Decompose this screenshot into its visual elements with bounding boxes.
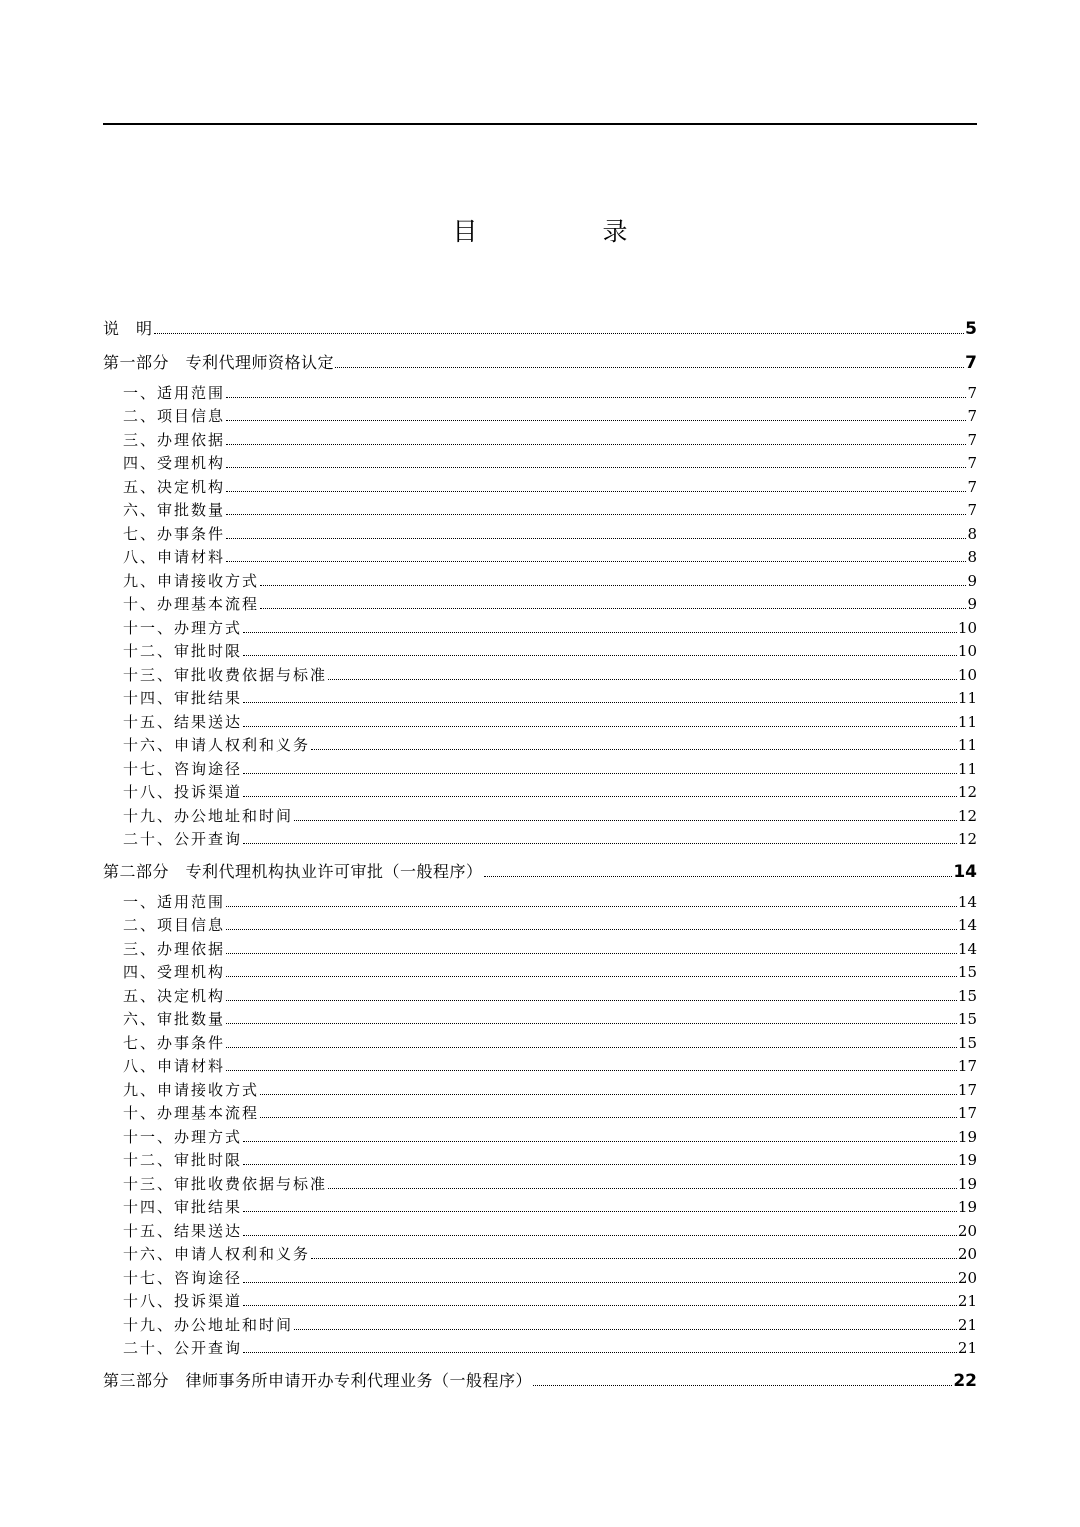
toc-dot-leader	[243, 843, 957, 844]
toc-subsection-entry[interactable]	[103, 1077, 977, 1101]
toc-dot-leader	[226, 444, 966, 445]
toc-dot-leader	[243, 1235, 957, 1236]
toc-page-number: 9	[967, 571, 977, 590]
toc-page-number: 12	[957, 806, 977, 825]
toc-entry-label: 十九、办公地址和时间	[123, 806, 294, 825]
toc-dot-leader	[226, 929, 957, 930]
table-of-contents	[103, 310, 977, 1398]
toc-page-number: 15	[957, 1010, 977, 1028]
toc-page-number: 20	[957, 1221, 977, 1240]
toc-entry-label: 十五、结果送达	[123, 1221, 243, 1240]
toc-entry-label: 三、办理依据	[123, 430, 226, 449]
toc-dot-leader	[243, 796, 957, 797]
toc-page-number: 7	[967, 454, 977, 472]
toc-entry-label: 十一、办理方式	[123, 1127, 243, 1146]
toc-page-number: 15	[957, 1033, 977, 1052]
toc-dot-leader	[226, 976, 957, 977]
toc-subsection-entry[interactable]	[103, 1195, 977, 1219]
toc-dot-leader	[243, 702, 957, 703]
toc-entry-label: 二、项目信息	[123, 407, 226, 425]
toc-entry-label: 一、适用范围	[123, 383, 226, 402]
toc-entry-label: 十三、审批收费依据与标准	[123, 665, 328, 684]
toc-entry-label: 十六、申请人权利和义务	[123, 1245, 311, 1263]
toc-page-number: 19	[957, 1174, 977, 1193]
toc-dot-leader	[154, 333, 965, 334]
toc-entry-label: 二十、公开查询	[123, 1339, 243, 1357]
toc-page-number: 11	[957, 736, 977, 754]
toc-dot-leader	[226, 1000, 957, 1001]
toc-dot-leader	[260, 1117, 957, 1118]
toc-entry-label: 九、申请接收方式	[123, 1080, 260, 1099]
toc-page-number: 10	[957, 665, 977, 684]
toc-entry-label: 四、受理机构	[123, 454, 226, 472]
toc-subsection-entry[interactable]	[103, 1148, 977, 1172]
toc-dot-leader	[243, 1141, 957, 1142]
toc-page-number: 20	[957, 1268, 977, 1287]
toc-subsection-entry[interactable]	[103, 686, 977, 710]
toc-entry-label: 七、办事条件	[123, 1033, 226, 1052]
toc-subsection-entry[interactable]	[103, 451, 977, 475]
toc-subsection-entry[interactable]	[103, 709, 977, 733]
header-rule	[103, 123, 977, 125]
toc-page-number: 12	[957, 783, 977, 801]
toc-subsection-entry[interactable]	[103, 889, 977, 913]
toc-entry-label: 六、审批数量	[123, 501, 226, 519]
toc-subsection-entry[interactable]	[103, 498, 977, 522]
toc-entry-label: 十、办理基本流程	[123, 595, 260, 613]
toc-subsection-entry[interactable]	[103, 936, 977, 960]
toc-dot-leader	[226, 1047, 957, 1048]
toc-subsection-entry[interactable]	[103, 733, 977, 757]
toc-dot-leader	[260, 585, 966, 586]
toc-subsection-entry[interactable]	[103, 1007, 977, 1031]
toc-subsection-entry[interactable]	[103, 1101, 977, 1125]
toc-dot-leader	[484, 876, 953, 877]
toc-page-number: 8	[967, 548, 977, 566]
toc-entry-label: 二、项目信息	[123, 916, 226, 934]
toc-page-number: 8	[967, 524, 977, 543]
toc-subsection-entry[interactable]	[103, 1030, 977, 1054]
toc-page-number: 14	[957, 892, 977, 911]
toc-section-entry[interactable]	[103, 346, 977, 374]
toc-dot-leader	[226, 1070, 957, 1071]
toc-subsection-entry[interactable]	[103, 521, 977, 545]
toc-dot-leader	[243, 773, 957, 774]
toc-subsection-entry[interactable]	[103, 639, 977, 663]
toc-dot-leader	[243, 1352, 957, 1353]
toc-entry-label: 十二、审批时限	[123, 1151, 243, 1169]
toc-dot-leader	[226, 1023, 957, 1024]
toc-entry-label: 十五、结果送达	[123, 712, 243, 731]
toc-entry-label: 二十、公开查询	[123, 830, 243, 848]
toc-page-number: 19	[957, 1151, 977, 1169]
toc-entry-label: 第二部分 专利代理机构执业许可审批（一般程序）	[103, 862, 483, 881]
toc-entry-label: 九、申请接收方式	[123, 571, 260, 590]
toc-page-number: 11	[957, 712, 977, 731]
toc-subsection-entry[interactable]	[103, 474, 977, 498]
toc-page-number: 17	[957, 1104, 977, 1122]
toc-page-number: 20	[957, 1245, 977, 1263]
toc-dot-leader	[260, 1094, 957, 1095]
toc-page-number: 14	[953, 862, 977, 882]
toc-dot-leader	[226, 906, 957, 907]
toc-page-number: 7	[965, 353, 977, 373]
toc-page-number: 19	[957, 1127, 977, 1146]
toc-page-number: 22	[953, 1371, 977, 1391]
toc-subsection-entry[interactable]	[103, 1218, 977, 1242]
toc-entry-label: 第一部分 专利代理师资格认定	[103, 353, 335, 372]
toc-entry-label: 四、受理机构	[123, 963, 226, 981]
toc-dot-leader	[226, 514, 966, 515]
toc-dot-leader	[328, 679, 957, 680]
toc-page-number: 10	[957, 642, 977, 660]
toc-subsection-entry[interactable]	[103, 1289, 977, 1313]
toc-page-number: 21	[957, 1315, 977, 1334]
toc-dot-leader	[311, 1258, 957, 1259]
toc-entry-label: 十八、投诉渠道	[123, 783, 243, 801]
toc-entry-label: 第三部分 律师事务所申请开办专利代理业务（一般程序）	[103, 1371, 533, 1390]
toc-entry-label: 十四、审批结果	[123, 1198, 243, 1216]
toc-dot-leader	[226, 561, 966, 562]
toc-page-number: 21	[957, 1292, 977, 1310]
toc-subsection-entry[interactable]	[103, 803, 977, 827]
toc-page-number: 11	[957, 689, 977, 707]
toc-dot-leader	[243, 655, 957, 656]
toc-entry-label: 十六、申请人权利和义务	[123, 736, 311, 754]
toc-dot-leader	[226, 538, 966, 539]
toc-dot-leader	[294, 1329, 957, 1330]
toc-dot-leader	[294, 820, 957, 821]
toc-subsection-entry[interactable]	[103, 662, 977, 686]
toc-entry-label: 六、审批数量	[123, 1010, 226, 1028]
toc-section-entry[interactable]	[103, 1364, 977, 1392]
toc-entry-label: 十四、审批结果	[123, 689, 243, 707]
toc-page-number: 5	[965, 319, 977, 339]
toc-entry-label: 十二、审批时限	[123, 642, 243, 660]
toc-entry-label: 十七、咨询途径	[123, 759, 243, 778]
toc-subsection-entry[interactable]	[103, 913, 977, 937]
toc-subsection-entry[interactable]	[103, 380, 977, 404]
toc-subsection-entry[interactable]	[103, 1336, 977, 1360]
toc-page-number: 9	[967, 595, 977, 613]
toc-entry-label: 十一、办理方式	[123, 618, 243, 637]
toc-subsection-entry[interactable]	[103, 780, 977, 804]
toc-page-number: 7	[967, 383, 977, 402]
toc-page-number: 12	[957, 830, 977, 848]
toc-entry-label: 十三、审批收费依据与标准	[123, 1174, 328, 1193]
toc-page-number: 7	[967, 407, 977, 425]
toc-page-number: 7	[967, 430, 977, 449]
toc-page-number: 10	[957, 618, 977, 637]
toc-entry-label: 三、办理依据	[123, 939, 226, 958]
toc-page-number: 17	[957, 1080, 977, 1099]
toc-dot-leader	[243, 632, 957, 633]
toc-entry-label: 十九、办公地址和时间	[123, 1315, 294, 1334]
toc-subsection-entry[interactable]	[103, 545, 977, 569]
toc-page-number: 7	[967, 501, 977, 519]
toc-page-number: 15	[957, 986, 977, 1005]
toc-dot-leader	[226, 420, 966, 421]
toc-dot-leader	[243, 1282, 957, 1283]
toc-dot-leader	[226, 953, 957, 954]
toc-page-number: 14	[957, 939, 977, 958]
toc-page-number: 11	[957, 759, 977, 778]
toc-entry-label: 十八、投诉渠道	[123, 1292, 243, 1310]
toc-dot-leader	[533, 1385, 952, 1386]
toc-subsection-entry[interactable]	[103, 592, 977, 616]
toc-dot-leader	[311, 749, 957, 750]
toc-subsection-entry[interactable]	[103, 827, 977, 851]
toc-page-number: 19	[957, 1198, 977, 1216]
toc-entry-label: 五、决定机构	[123, 986, 226, 1005]
toc-section-entry[interactable]	[103, 855, 977, 883]
toc-subsection-entry[interactable]	[103, 1242, 977, 1266]
toc-entry-label: 十、办理基本流程	[123, 1104, 260, 1122]
toc-section-entry[interactable]	[103, 312, 977, 340]
toc-dot-leader	[243, 1211, 957, 1212]
toc-dot-leader	[260, 608, 966, 609]
toc-subsection-entry[interactable]	[103, 1312, 977, 1336]
toc-subsection-entry[interactable]	[103, 404, 977, 428]
toc-entry-label: 说 明	[103, 319, 153, 338]
toc-dot-leader	[243, 726, 957, 727]
toc-dot-leader	[243, 1305, 957, 1306]
toc-dot-leader	[243, 1164, 957, 1165]
toc-page-number: 17	[957, 1057, 977, 1075]
toc-entry-label: 八、申请材料	[123, 1057, 226, 1075]
toc-page-number: 7	[967, 477, 977, 496]
toc-subsection-entry[interactable]	[103, 568, 977, 592]
toc-dot-leader	[226, 491, 966, 492]
toc-page-number: 21	[957, 1339, 977, 1357]
toc-subsection-entry[interactable]	[103, 615, 977, 639]
toc-subsection-entry[interactable]	[103, 1054, 977, 1078]
toc-subsection-entry[interactable]	[103, 1265, 977, 1289]
toc-page-number: 15	[957, 963, 977, 981]
toc-entry-label: 七、办事条件	[123, 524, 226, 543]
toc-entry-label: 五、决定机构	[123, 477, 226, 496]
toc-dot-leader	[335, 367, 964, 368]
toc-entry-label: 一、适用范围	[123, 892, 226, 911]
toc-subsection-entry[interactable]	[103, 983, 977, 1007]
toc-entry-label: 十七、咨询途径	[123, 1268, 243, 1287]
toc-page-number: 14	[957, 916, 977, 934]
toc-subsection-entry[interactable]	[103, 1124, 977, 1148]
toc-title: 目 录	[452, 217, 678, 246]
toc-subsection-entry[interactable]	[103, 1171, 977, 1195]
toc-subsection-entry[interactable]	[103, 960, 977, 984]
toc-entry-label: 八、申请材料	[123, 548, 226, 566]
toc-subsection-entry[interactable]	[103, 427, 977, 451]
toc-subsection-entry[interactable]	[103, 756, 977, 780]
toc-dot-leader	[226, 467, 966, 468]
toc-dot-leader	[328, 1188, 957, 1189]
toc-dot-leader	[226, 397, 966, 398]
